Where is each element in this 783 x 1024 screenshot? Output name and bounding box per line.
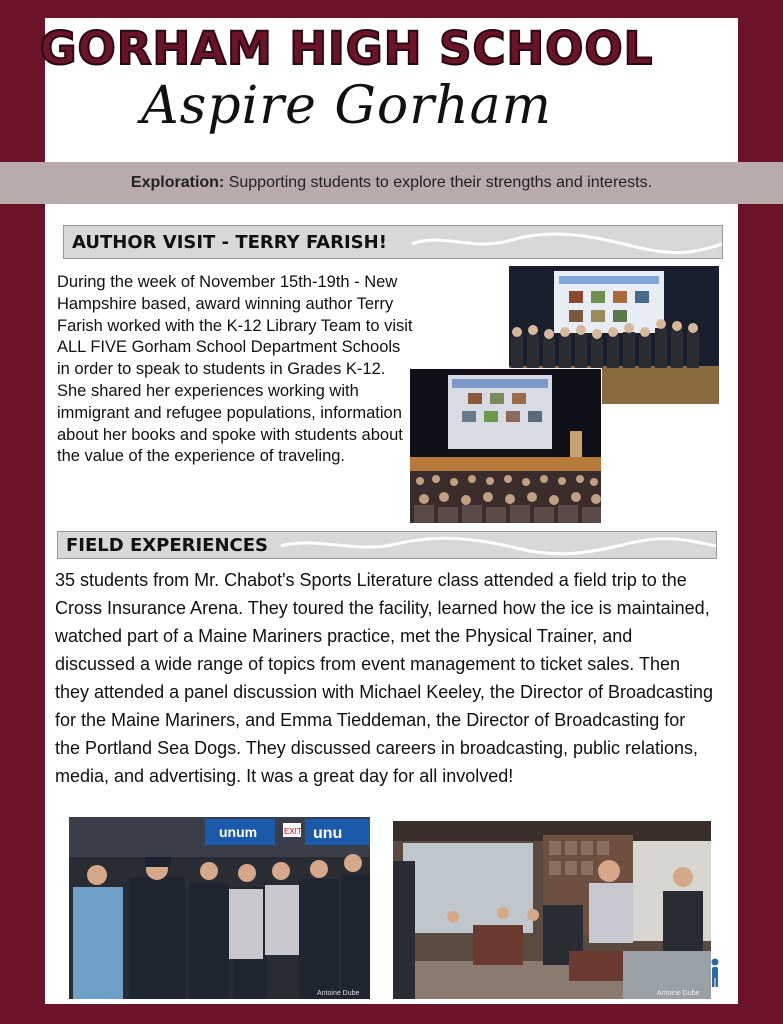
field-experiences-heading bbox=[57, 531, 717, 559]
auditorium-image bbox=[410, 369, 601, 523]
author-auditorium-photo bbox=[409, 368, 602, 524]
author-visit-heading bbox=[63, 225, 723, 259]
exploration-band bbox=[0, 162, 783, 204]
school-title: GORHAM HIGH SCHOOL bbox=[39, 22, 654, 75]
field-experiences-body: 35 students from Mr. Chabot's Sports Literature class attended a field trip to the Cross Insurance Arena. They toured the facility, learned how the ice is maintained, watched part of a Maine Mariners practice, met the Physical Trainer, and discussed a wide range of topics from event management to ticket sales. Then they attended a panel discussion with Michael Keeley, the Director of Broadcasting for the Maine Mariners, and Emma Tieddeman, the Director of Broadcasting for the Portland Sea Dogs. They discussed careers in broadcasting, public relations, media, and advertising. It was a great day for all involved! bbox=[55, 570, 714, 786]
panel-discussion-photo bbox=[392, 820, 712, 1000]
arena-sign-exit: EXIT bbox=[284, 827, 302, 836]
panel-image bbox=[393, 821, 711, 999]
arena-image bbox=[69, 817, 370, 999]
field-experiences-heading-text: FIELD EXPERIENCES bbox=[66, 535, 269, 556]
person-icon bbox=[708, 958, 722, 988]
arena-sign-unum: unum bbox=[219, 824, 258, 840]
tagline-script: Aspire Gorham bbox=[141, 76, 552, 136]
photo-credit-right: Antoine Dube bbox=[657, 990, 700, 997]
band-text: Supporting students to explore their strengths and interests. bbox=[224, 174, 653, 191]
author-visit-heading-text: AUTHOR VISIT - TERRY FARISH! bbox=[72, 232, 387, 253]
band-label: Exploration: bbox=[130, 174, 225, 191]
arena-students-photo bbox=[68, 816, 371, 1000]
photo-credit-left: Antoine Dube bbox=[317, 990, 360, 997]
author-visit-body: During the week of November 15th-19th - New Hampshire based, award winning author Terry Farish worked with the K-12 Library Team to visit ALL FIVE Gorham School Department Schools in order to speak to students in Grades K-12. She shared her experiences working with immigrant and refugee populations, information about her books and spoke with students about the value of the experience of traveling. bbox=[57, 273, 413, 466]
arena-sign-unu: unu bbox=[313, 825, 343, 842]
